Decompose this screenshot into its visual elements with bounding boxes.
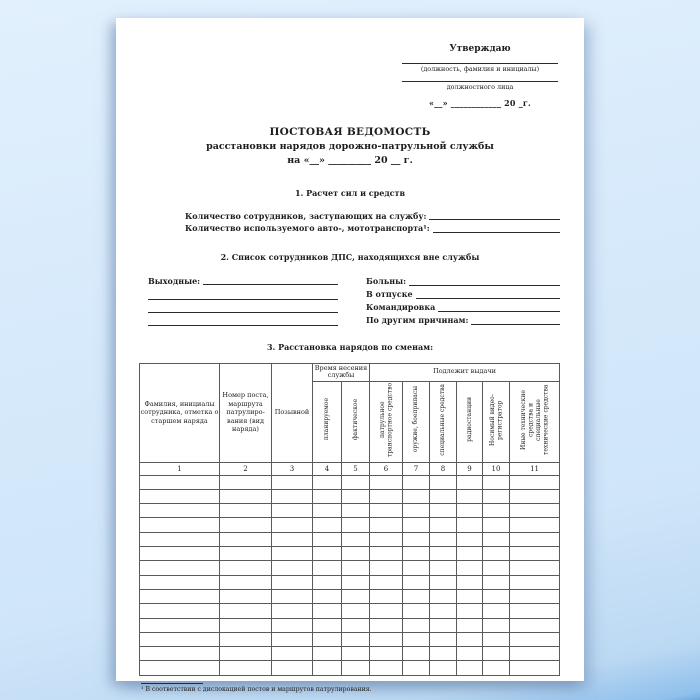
table-cell [140,575,220,589]
table-cell [510,475,560,489]
table-cell [483,618,510,632]
signature-line [402,62,558,64]
table-cell [403,604,430,618]
table-cell [403,489,430,503]
fill-in-line [429,218,560,220]
table-cell [430,661,457,675]
table-row [140,475,560,489]
table-cell [457,647,483,661]
other-reasons-row [366,314,560,327]
table-cell [342,532,370,546]
footnote-rule [141,683,203,684]
table-cell [403,532,430,546]
table-cell [457,661,483,675]
sick-row [366,275,560,288]
table-cell [342,618,370,632]
table-cell [342,589,370,603]
table-cell [457,518,483,532]
blank-line [148,313,338,326]
table-cell [272,575,313,589]
table-row [140,575,560,589]
table-cell [510,504,560,518]
table-cell [510,575,560,589]
table-cell [510,547,560,561]
table-cell [313,561,342,575]
column-number: 10 [483,462,510,475]
table-cell [140,532,220,546]
table-cell [430,647,457,661]
col-header-video-recorder-label: Носимый видео-регистратор [488,393,504,446]
table-cell [313,532,342,546]
table-cell [510,661,560,675]
table-row [140,632,560,646]
table-row [140,661,560,675]
table-cell [483,561,510,575]
column-number: 9 [457,462,483,475]
table-cell [313,547,342,561]
table-cell [403,475,430,489]
table-cell [220,589,272,603]
vacation-label: В отпуске [366,289,413,300]
vehicle-count-label: Количество используемого авто-, мототранспорта¹: [185,223,430,234]
table-cell [483,632,510,646]
off-duty-left-column [148,275,338,327]
col-header-post-number: Номер поста, маршрута патрулирования (вид наряда) [220,363,272,462]
table-cell [403,647,430,661]
table-cell [220,475,272,489]
col-header-other-technical [510,381,560,462]
other-reasons-label: По другим причинам: [366,315,469,326]
table-cell [220,575,272,589]
table-cell [510,561,560,575]
table-cell [370,647,403,661]
fill-in-line [416,297,560,299]
table-cell [403,518,430,532]
blank-line [148,300,338,313]
table-cell [370,575,403,589]
table-cell [483,661,510,675]
table-cell [370,518,403,532]
table-cell [342,475,370,489]
table-cell [140,647,220,661]
staff-count-row [185,210,560,222]
table-cell [430,604,457,618]
table-cell [483,532,510,546]
table-cell [140,561,220,575]
document-page [116,18,584,693]
col-header-other-technical-label: Иные технические средства и специальные технические средства [519,384,550,455]
table-cell [342,661,370,675]
table-row [140,589,560,603]
table-cell [430,589,457,603]
table-cell [272,547,313,561]
table-cell [272,632,313,646]
footnote-text: ¹ В соответствии с дислокацией постов и маршрутов патрулирования. [141,685,372,693]
table-cell [140,632,220,646]
col-header-actual-label: фактическое [351,398,359,441]
table-cell [220,489,272,503]
table-cell [403,575,430,589]
table-cell [483,647,510,661]
table-cell [403,661,430,675]
table-cell [370,489,403,503]
column-number: 1 [140,462,220,475]
table-cell [313,604,342,618]
table-cell [403,547,430,561]
table-cell [457,489,483,503]
document-title [140,125,560,168]
approval-caption-position: (должность, фамилия и инициалы) [420,65,540,73]
column-number: 4 [313,462,342,475]
group-header-duty-time: Время несения службы [313,363,370,381]
table-cell [342,632,370,646]
col-header-patrol-vehicle-label: патрульное транспортное средство [378,382,394,457]
table-empty-rows [140,475,560,675]
table-cell [483,489,510,503]
shift-roster-table [139,363,560,676]
col-header-radios-label: радиостанции [465,397,473,442]
days-off-label: Выходные: [148,275,201,286]
table-cell [430,618,457,632]
table-cell [342,547,370,561]
table-cell [313,489,342,503]
table-cell [313,575,342,589]
section3-heading: 3. Расстановка нарядов по сменам: [266,341,434,352]
table-row [140,604,560,618]
fill-in-line [438,310,560,312]
table-cell [272,532,313,546]
table-cell [430,475,457,489]
vehicle-count-row [185,222,560,234]
table-cell [430,561,457,575]
table-cell [510,632,560,646]
table-cell [342,604,370,618]
table-cell [403,504,430,518]
table-cell [313,589,342,603]
table-cell [430,575,457,589]
staff-count-label: Количество сотрудников, заступающих на службу: [185,210,427,221]
table-cell [140,489,220,503]
table-cell [430,489,457,503]
table-cell [370,475,403,489]
column-number: 6 [370,462,403,475]
table-cell [272,604,313,618]
table-cell [272,561,313,575]
table-cell [272,661,313,675]
col-header-name: Фамилия, инициалы сотрудника, отметка о старшем наряда [140,363,220,462]
table-cell [272,475,313,489]
section1-body [185,210,560,235]
days-off-row [148,275,338,287]
col-header-weapons-label: оружие, боеприпасы [412,386,420,453]
table-cell [403,561,430,575]
table-row [140,547,560,561]
table-cell [220,604,272,618]
approval-date-line: «__» ____________ 20 _г. [429,98,531,108]
approval-title: Утверждаю [449,44,511,54]
table-cell [272,618,313,632]
table-cell [457,632,483,646]
table-cell [220,632,272,646]
table-cell [140,661,220,675]
approval-caption-official: должностного лица [446,83,514,91]
col-header-planned [313,381,342,462]
col-header-weapons [403,381,430,462]
table-cell [140,475,220,489]
table-cell [220,504,272,518]
section2-heading: 2. Список сотрудников ДПС, находящихся вне службы [220,251,480,262]
table-cell [220,647,272,661]
column-number: 2 [220,462,272,475]
section1-heading: 1. Расчет сил и средств [294,187,406,198]
group-header-to-be-issued: Подлежит выдачи [370,363,560,381]
table-row [140,618,560,632]
section2-body [148,275,560,327]
table-cell [272,504,313,518]
table-cell [313,632,342,646]
table-cell [220,547,272,561]
col-header-callsign: Позывной [272,363,313,462]
table-cell [510,589,560,603]
col-header-video-recorder [483,381,510,462]
title-line-2: расстановки нарядов дорожно-патрульной службы [206,141,494,153]
column-number-row [140,462,560,475]
table-cell [313,618,342,632]
table-cell [313,661,342,675]
table-row [140,518,560,532]
business-trip-label: Командировка [366,302,436,313]
table-cell [220,661,272,675]
table-cell [510,532,560,546]
table-cell [483,589,510,603]
column-number: 5 [342,462,370,475]
col-header-radios [457,381,483,462]
blank-line [148,287,338,300]
title-date-line: на «__» _________ 20 __ г. [287,154,413,166]
table-cell [342,647,370,661]
col-header-special-means [430,381,457,462]
table-cell [403,632,430,646]
column-number: 8 [430,462,457,475]
table-cell [272,489,313,503]
table-cell [272,518,313,532]
approval-block [402,44,558,108]
table-cell [483,547,510,561]
table-cell [510,489,560,503]
table-cell [313,518,342,532]
table-row [140,532,560,546]
business-trip-row [366,301,560,314]
off-duty-right-column [366,275,560,327]
table-cell [370,504,403,518]
col-header-actual [342,381,370,462]
table-cell [370,532,403,546]
column-number: 11 [510,462,560,475]
vacation-row [366,288,560,301]
table-cell [272,589,313,603]
col-header-special-means-label: специальные средства [439,383,447,456]
table-cell [430,632,457,646]
table-cell [370,632,403,646]
sick-label: Больны: [366,276,407,287]
table-cell [313,475,342,489]
table-cell [457,475,483,489]
table-cell [457,561,483,575]
table-cell [403,618,430,632]
table-cell [510,604,560,618]
table-cell [457,618,483,632]
table-cell [457,604,483,618]
col-header-planned-label: планируемое [323,398,331,441]
table-cell [510,518,560,532]
table-cell [370,589,403,603]
table-cell [457,575,483,589]
fill-in-line [409,284,560,286]
table-cell [510,647,560,661]
table-cell [430,504,457,518]
table-cell [370,547,403,561]
table-row [140,561,560,575]
table-cell [140,504,220,518]
table-cell [342,561,370,575]
table-cell [483,518,510,532]
table-cell [483,575,510,589]
table-cell [457,547,483,561]
table-cell [140,547,220,561]
title-line-1: ПОСТОВАЯ ВЕДОМОСТЬ [269,126,431,138]
table-cell [272,647,313,661]
table-cell [370,561,403,575]
table-cell [430,518,457,532]
table-cell [403,589,430,603]
table-row [140,489,560,503]
table-cell [510,618,560,632]
table-cell [457,589,483,603]
table-row [140,647,560,661]
table-cell [370,604,403,618]
table-cell [220,518,272,532]
fill-in-line [433,231,560,233]
table-cell [483,475,510,489]
table-cell [457,504,483,518]
table-cell [342,575,370,589]
table-cell [370,661,403,675]
table-cell [140,518,220,532]
table-cell [313,647,342,661]
table-cell [483,504,510,518]
header-group-row [140,363,560,381]
fill-in-line [203,283,338,285]
fill-in-line [471,323,560,325]
table-cell [457,532,483,546]
table-cell [430,532,457,546]
table-cell [342,504,370,518]
table-cell [342,489,370,503]
col-header-patrol-vehicle [370,381,403,462]
table-cell [313,504,342,518]
table-row [140,504,560,518]
table-cell [220,618,272,632]
table-cell [483,604,510,618]
table-cell [140,589,220,603]
signature-line [402,80,558,82]
column-number: 3 [272,462,313,475]
table-cell [220,561,272,575]
table-cell [140,604,220,618]
table-cell [342,518,370,532]
table-cell [220,532,272,546]
table-cell [140,618,220,632]
table-cell [430,547,457,561]
column-number: 7 [403,462,430,475]
table-cell [370,618,403,632]
